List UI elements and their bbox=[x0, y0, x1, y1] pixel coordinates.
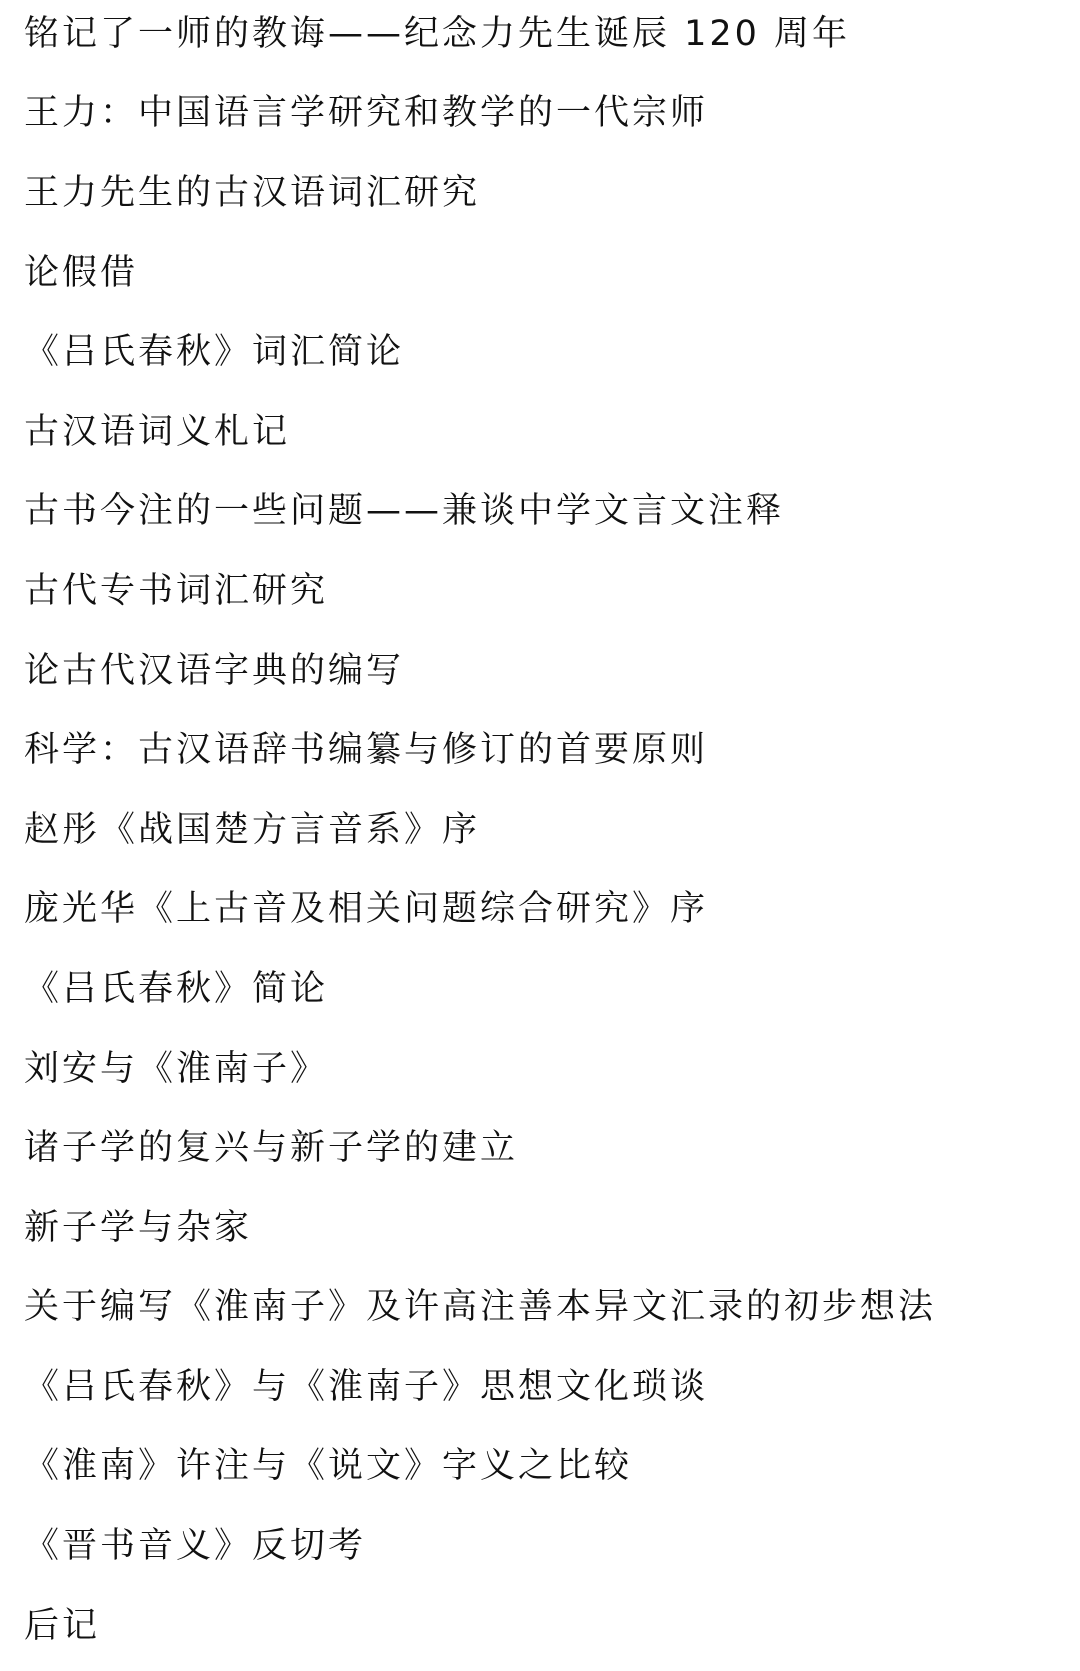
toc-entry-20: 《晋书音义》反切考 bbox=[24, 1526, 367, 1567]
toc-list bbox=[24, 0, 1080, 1671]
toc-entry-21: 后记 bbox=[24, 1605, 101, 1646]
toc-entry-2: 王力：中国语言学研究和教学的一代宗师 bbox=[24, 93, 709, 134]
toc-entry-3: 王力先生的古汉语词汇研究 bbox=[24, 172, 481, 213]
toc-entry-4: 论假借 bbox=[24, 252, 139, 293]
toc-entry-16: 新子学与杂家 bbox=[24, 1207, 253, 1248]
toc-entry-13: 《吕氏春秋》简论 bbox=[24, 968, 329, 1009]
toc-entry-9: 论古代汉语字典的编写 bbox=[24, 650, 405, 691]
toc-entry-5: 《吕氏春秋》词汇简论 bbox=[24, 332, 405, 373]
toc-entry-18: 《吕氏春秋》与《淮南子》思想文化琐谈 bbox=[24, 1366, 709, 1407]
toc-entry-14: 刘安与《淮南子》 bbox=[24, 1048, 329, 1089]
toc-entry-12: 庞光华《上古音及相关问题综合研究》序 bbox=[24, 889, 709, 930]
toc-entry-6: 古汉语词义札记 bbox=[24, 411, 291, 452]
toc-entry-10: 科学：古汉语辞书编纂与修订的首要原则 bbox=[24, 730, 709, 771]
toc-entry-1: 铭记了一师的教诲——纪念力先生诞辰 120 周年 bbox=[24, 13, 851, 54]
toc-entry-7: 古书今注的一些问题——兼谈中学文言文注释 bbox=[24, 491, 785, 532]
toc-entry-17: 关于编写《淮南子》及许高注善本异文汇录的初步想法 bbox=[24, 1287, 937, 1328]
toc-entry-19: 《淮南》许注与《说文》字义之比较 bbox=[24, 1446, 633, 1487]
toc-entry-11: 赵彤《战国楚方言音系》序 bbox=[24, 809, 481, 850]
toc-entry-15: 诸子学的复兴与新子学的建立 bbox=[24, 1128, 519, 1169]
toc-entry-8: 古代专书词汇研究 bbox=[24, 570, 329, 611]
